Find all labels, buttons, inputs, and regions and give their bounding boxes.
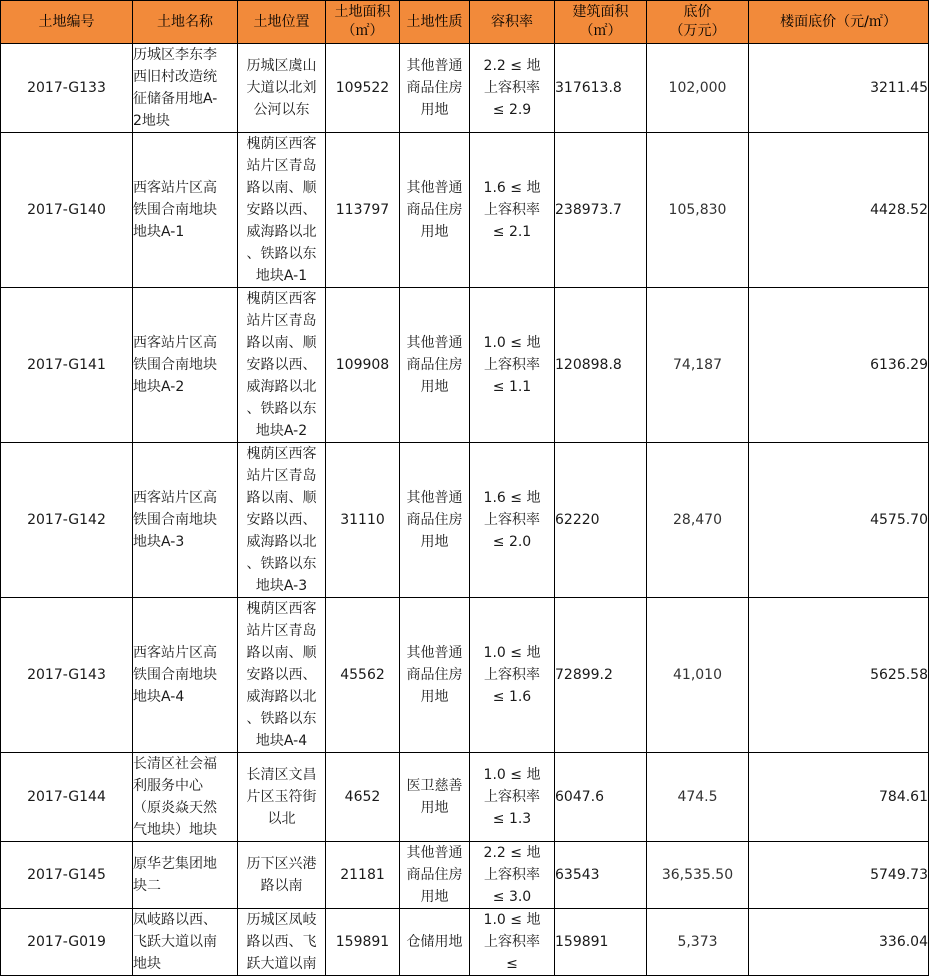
land-code-cell: 2017-G143: [1, 598, 133, 753]
land-area-cell: 21181: [326, 842, 400, 909]
header-land-location: 土地位置: [238, 1, 326, 44]
land-code-cell: 2017-G144: [1, 753, 133, 842]
table-row: [1, 44, 929, 133]
land-name-cell: 西客站片区高 铁围合南地块 地块A-4: [133, 598, 238, 753]
floor-area-ratio-cell: 1.0 ≤ 地 上容积率 ≤ 1.1: [470, 288, 555, 443]
floor-area-cell: 120898.8: [555, 288, 647, 443]
header-row: [1, 1, 929, 44]
land-code-cell: 2017-G019: [1, 909, 133, 976]
land-code-cell: 2017-G142: [1, 443, 133, 598]
unit-price-cell: 6136.29: [749, 288, 929, 443]
land-name-cell: 历城区李东李 西旧村改造统 征储备用地A- 2地块: [133, 44, 238, 133]
table-row: [1, 842, 929, 909]
land-use-cell: 其他普通 商品住房 用地: [400, 443, 470, 598]
land-name-cell: 西客站片区高 铁围合南地块 地块A-3: [133, 443, 238, 598]
land-location-cell: 历城区凤岐 路以西、飞 跃大道以南: [238, 909, 326, 976]
base-price-cell: 474.5: [647, 753, 749, 842]
header-land-use: 土地性质: [400, 1, 470, 44]
land-name-cell: 西客站片区高 铁围合南地块 地块A-1: [133, 133, 238, 288]
unit-price-cell: 784.61: [749, 753, 929, 842]
header-base-price: 底价 （万元）: [647, 1, 749, 44]
header-unit-price: 楼面底价（元/㎡）: [749, 1, 929, 44]
base-price-cell: 74,187: [647, 288, 749, 443]
land-use-cell: 其他普通 商品住房 用地: [400, 842, 470, 909]
land-name-cell: 原华艺集团地 块二: [133, 842, 238, 909]
land-location-cell: 历城区虞山 大道以北刘 公河以东: [238, 44, 326, 133]
unit-price-cell: 5625.58: [749, 598, 929, 753]
floor-area-ratio-cell: 1.0 ≤ 地 上容积率 ≤ 1.3: [470, 753, 555, 842]
floor-area-ratio-cell: 2.2 ≤ 地 上容积率 ≤ 2.9: [470, 44, 555, 133]
land-name-cell: 凤岐路以西、 飞跃大道以南 地块: [133, 909, 238, 976]
land-use-cell: 其他普通 商品住房 用地: [400, 288, 470, 443]
land-area-cell: 113797: [326, 133, 400, 288]
floor-area-cell: 62220: [555, 443, 647, 598]
land-area-cell: 31110: [326, 443, 400, 598]
table-row: [1, 753, 929, 842]
floor-area-cell: 6047.6: [555, 753, 647, 842]
land-name-cell: 长清区社会福 利服务中心 （原炎焱天然 气地块）地块: [133, 753, 238, 842]
unit-price-cell: 336.04: [749, 909, 929, 976]
land-location-cell: 槐荫区西客 站片区青岛 路以南、顺 安路以西、 威海路以北 、铁路以东 地块A-3: [238, 443, 326, 598]
table-row: [1, 288, 929, 443]
land-code-cell: 2017-G133: [1, 44, 133, 133]
land-use-cell: 仓储用地: [400, 909, 470, 976]
base-price-cell: 5,373: [647, 909, 749, 976]
floor-area-cell: 63543: [555, 842, 647, 909]
unit-price-cell: 5749.73: [749, 842, 929, 909]
land-use-cell: 医卫慈善 用地: [400, 753, 470, 842]
table-row: [1, 909, 929, 976]
header-land-area: 土地面积 （㎡）: [326, 1, 400, 44]
land-area-cell: 4652: [326, 753, 400, 842]
land-area-cell: 109522: [326, 44, 400, 133]
land-use-cell: 其他普通 商品住房 用地: [400, 598, 470, 753]
floor-area-ratio-cell: 2.2 ≤ 地 上容积率 ≤ 3.0: [470, 842, 555, 909]
floor-area-cell: 159891: [555, 909, 647, 976]
header-land-code: 土地编号: [1, 1, 133, 44]
land-code-cell: 2017-G140: [1, 133, 133, 288]
floor-area-cell: 72899.2: [555, 598, 647, 753]
floor-area-ratio-cell: 1.6 ≤ 地 上容积率 ≤ 2.1: [470, 133, 555, 288]
floor-area-cell: 317613.8: [555, 44, 647, 133]
land-location-cell: 槐荫区西客 站片区青岛 路以南、顺 安路以西、 威海路以北 、铁路以东 地块A-4: [238, 598, 326, 753]
land-code-cell: 2017-G141: [1, 288, 133, 443]
land-area-cell: 45562: [326, 598, 400, 753]
table-row: [1, 443, 929, 598]
unit-price-cell: 4428.52: [749, 133, 929, 288]
base-price-cell: 102,000: [647, 44, 749, 133]
floor-area-ratio-cell: 1.0 ≤ 地 上容积率 ≤: [470, 909, 555, 976]
land-area-cell: 159891: [326, 909, 400, 976]
base-price-cell: 105,830: [647, 133, 749, 288]
header-floor-area: 建筑面积 （㎡）: [555, 1, 647, 44]
land-name-cell: 西客站片区高 铁围合南地块 地块A-2: [133, 288, 238, 443]
unit-price-cell: 4575.70: [749, 443, 929, 598]
land-area-cell: 109908: [326, 288, 400, 443]
land-location-cell: 槐荫区西客 站片区青岛 路以南、顺 安路以西、 威海路以北 、铁路以东 地块A-1: [238, 133, 326, 288]
base-price-cell: 36,535.50: [647, 842, 749, 909]
table-row: [1, 133, 929, 288]
land-location-cell: 槐荫区西客 站片区青岛 路以南、顺 安路以西、 威海路以北 、铁路以东 地块A-2: [238, 288, 326, 443]
base-price-cell: 28,470: [647, 443, 749, 598]
land-use-cell: 其他普通 商品住房 用地: [400, 133, 470, 288]
header-land-name: 土地名称: [133, 1, 238, 44]
table-row: [1, 598, 929, 753]
land-location-cell: 长清区文昌 片区玉符街 以北: [238, 753, 326, 842]
land-location-cell: 历下区兴港 路以南: [238, 842, 326, 909]
land-code-cell: 2017-G145: [1, 842, 133, 909]
floor-area-ratio-cell: 1.6 ≤ 地 上容积率 ≤ 2.0: [470, 443, 555, 598]
header-floor-area-ratio: 容积率: [470, 1, 555, 44]
floor-area-cell: 238973.7: [555, 133, 647, 288]
land-use-cell: 其他普通 商品住房 用地: [400, 44, 470, 133]
unit-price-cell: 3211.45: [749, 44, 929, 133]
floor-area-ratio-cell: 1.0 ≤ 地 上容积率 ≤ 1.6: [470, 598, 555, 753]
base-price-cell: 41,010: [647, 598, 749, 753]
